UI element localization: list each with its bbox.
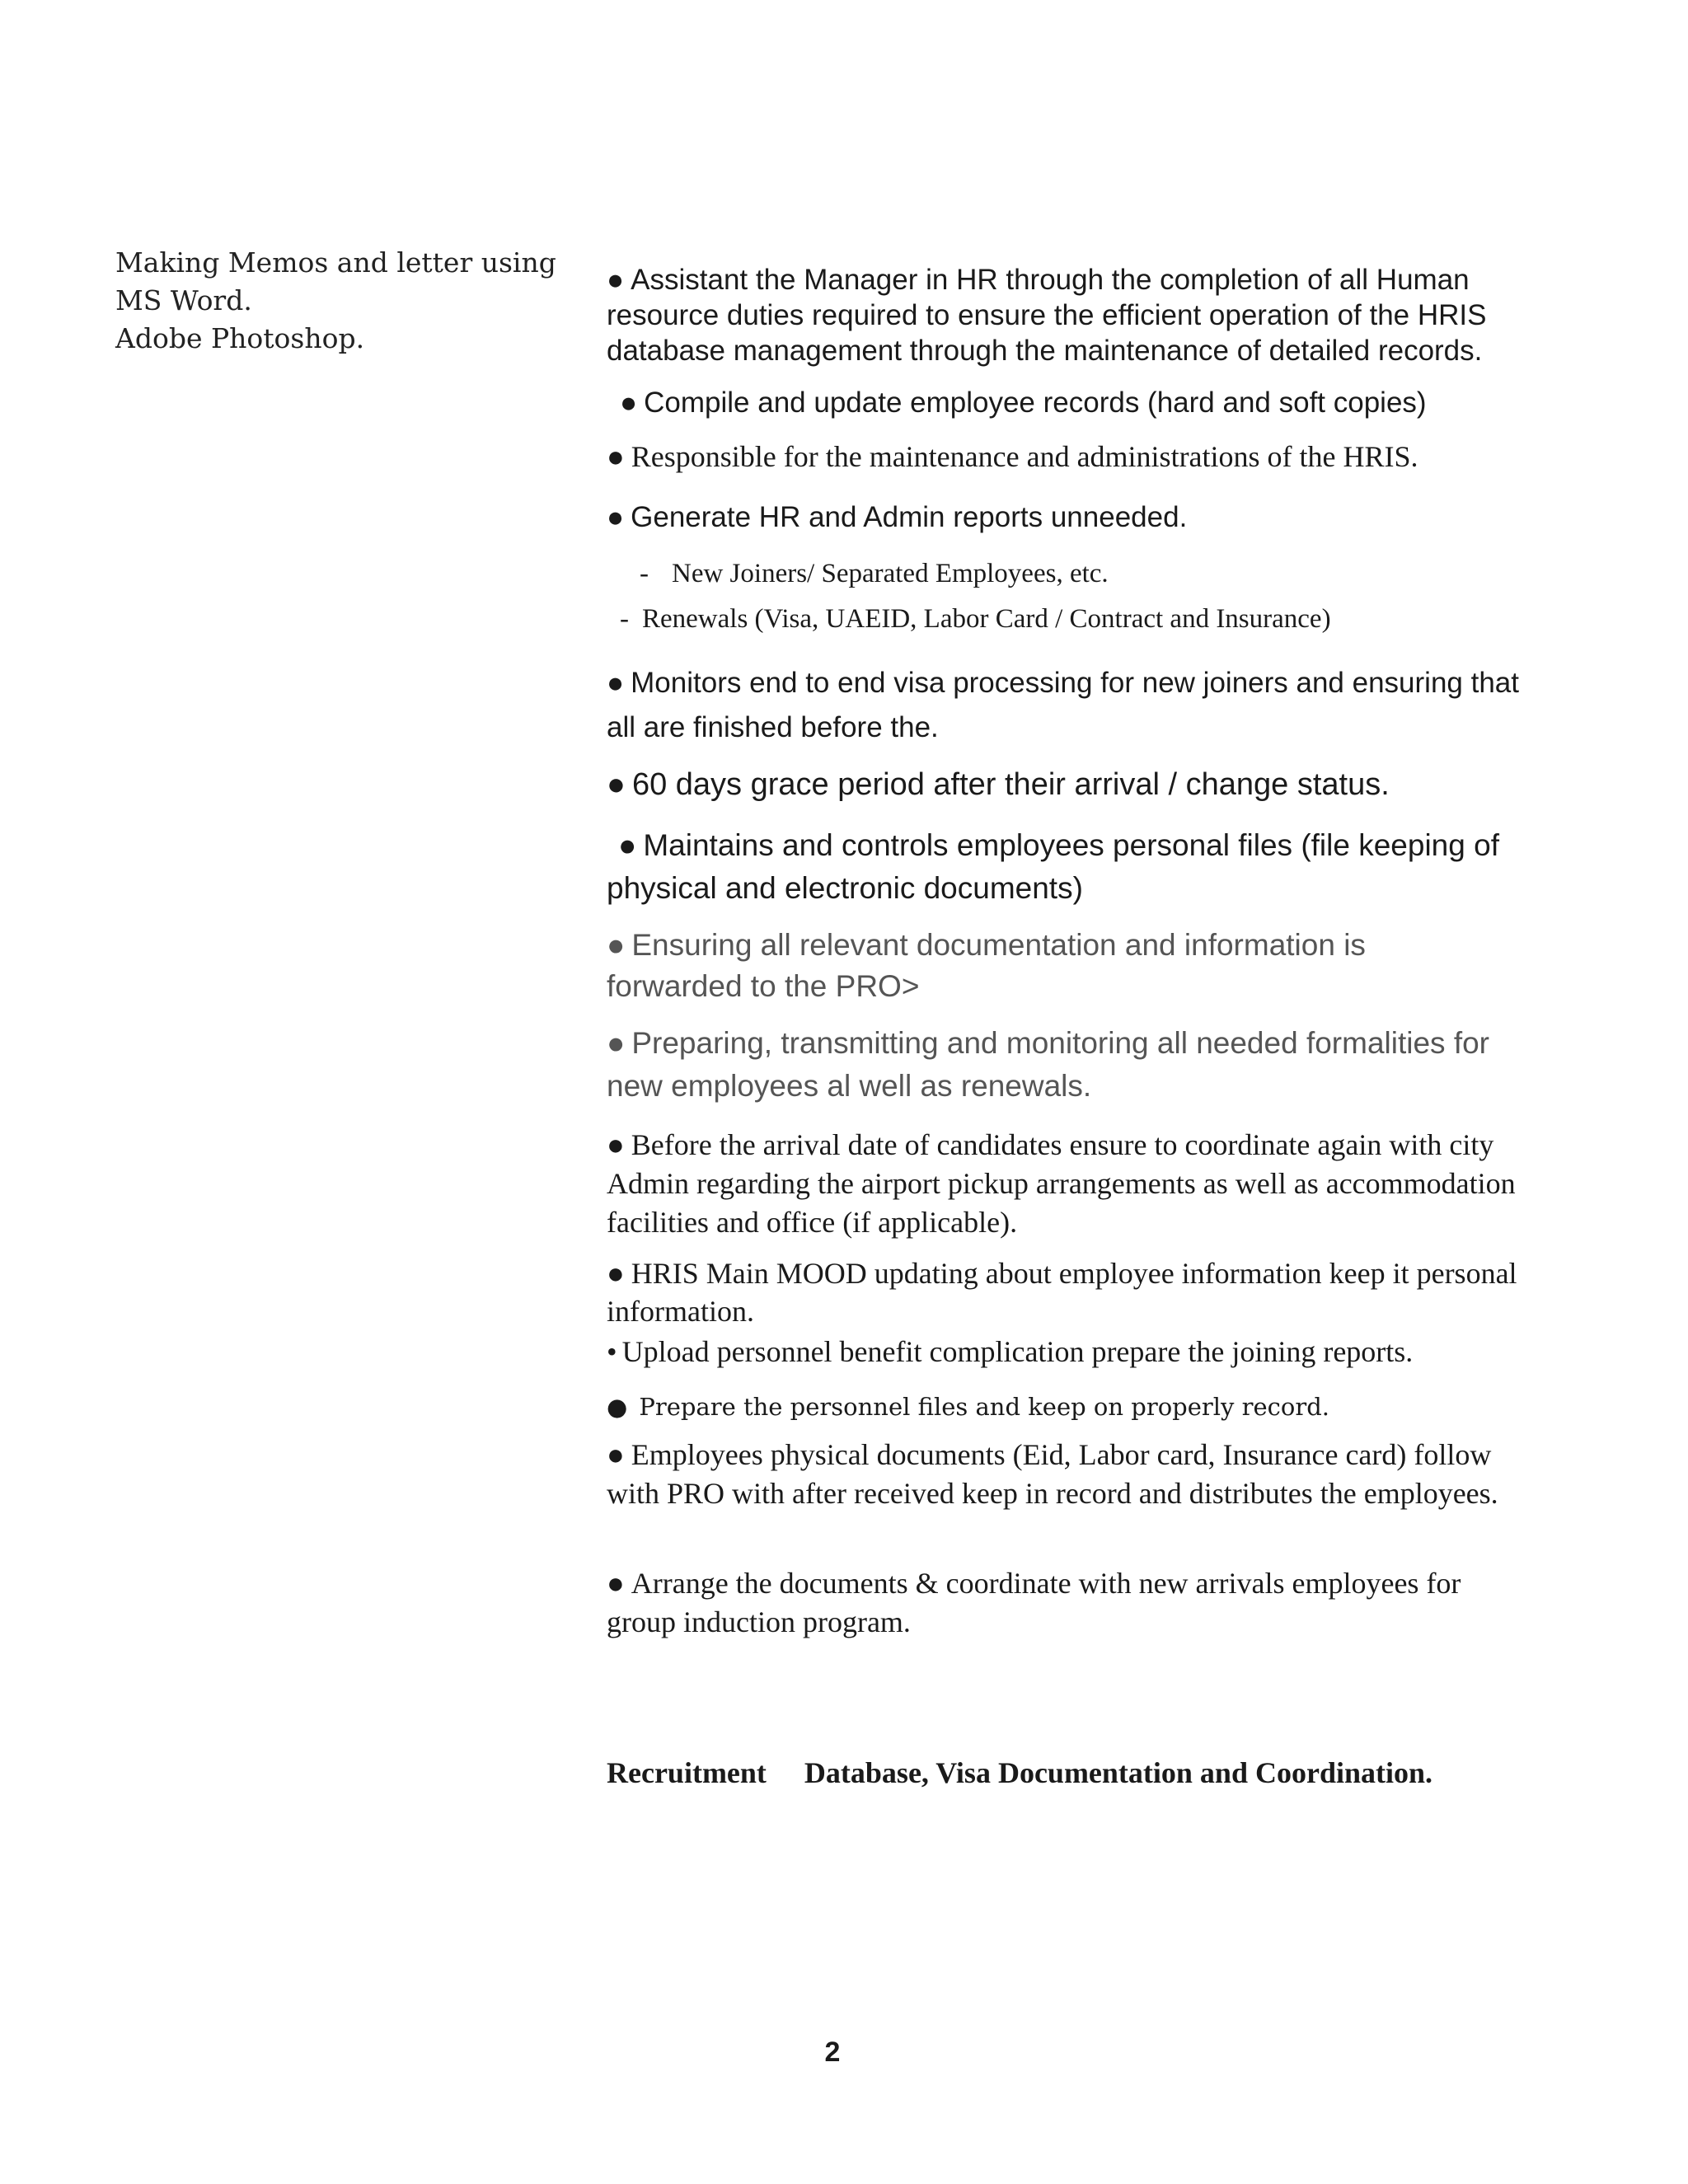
bullet-icon: ●	[607, 1257, 625, 1290]
bullet-icon: ●	[607, 667, 625, 699]
duty-text: Generate HR and Admin reports unneeded.	[631, 501, 1188, 533]
duty-item	[607, 1564, 1522, 1642]
bullet-icon: ●	[618, 828, 637, 862]
duty-text: Preparing, transmitting and monitoring all needed formalities for new employees al well as renewals.	[607, 1026, 1490, 1103]
duty-text: Prepare the personnel files and keep on properly record.	[639, 1393, 1329, 1421]
duty-item	[607, 1389, 1546, 1425]
duty-text: Ensuring all relevant documentation and information is forwarded to the PRO>	[607, 928, 1366, 1003]
skills-list	[115, 244, 556, 358]
skills-line: MS Word.	[115, 284, 252, 316]
page-number: 2	[824, 2036, 841, 2068]
duty-item	[607, 1254, 1522, 1330]
duty-item	[607, 499, 1546, 536]
bullet-icon: ●	[607, 440, 625, 473]
duty-text: Arrange the documents & coordinate with new arrivals employees for group induction program.	[607, 1567, 1461, 1638]
duty-text: Responsible for the maintenance and administrations of the HRIS.	[631, 440, 1418, 473]
bullet-icon: ●	[607, 1026, 626, 1060]
bullet-icon: ●	[607, 1128, 625, 1161]
duty-text: Before the arrival date of candidates ensure to coordinate again with city Admin regarding the airport pickup arrangements as well as accommodation facilities and office (if applicable).	[607, 1128, 1516, 1239]
bullet-icon: •	[607, 1335, 617, 1368]
duty-item	[607, 262, 1538, 368]
section-heading: Recruitment Database, Visa Documentation and Coordination.	[607, 1756, 1403, 1789]
bullet-icon: ●	[607, 928, 626, 962]
bullet-icon: ●	[607, 1393, 628, 1421]
duty-item	[607, 1126, 1538, 1242]
duty-text: Upload personnel benefit complication prepare the joining reports.	[621, 1335, 1414, 1368]
dash-icon: -	[620, 604, 629, 634]
bullet-icon: ●	[607, 501, 625, 533]
skills-line: Making Memos and letter using	[115, 246, 556, 279]
duty-text: Maintains and controls employees personal files (file keeping of physical and electronic documents)	[607, 828, 1499, 905]
duty-item	[607, 764, 1546, 805]
duty-item	[607, 1333, 1546, 1371]
dash-icon: -	[640, 559, 649, 588]
duty-item	[607, 1436, 1530, 1513]
bullet-icon: ●	[607, 767, 626, 802]
duty-item	[607, 925, 1472, 1007]
duty-text: Assistant the Manager in HR through the completion of all Human resource duties required to ensure the efficient operation of the HRIS database management through the maintenance of detailed records.	[607, 264, 1487, 367]
bullet-icon: ●	[620, 387, 638, 419]
duty-text: HRIS Main MOOD updating about employee information keep it personal information.	[607, 1257, 1517, 1328]
duty-item	[620, 385, 1559, 420]
bullet-icon: ●	[607, 1438, 625, 1471]
duty-text: Compile and update employee records (hard and soft copies)	[644, 387, 1427, 419]
duty-item	[607, 1022, 1538, 1108]
duty-text: 60 days grace period after their arrival / change status.	[631, 767, 1390, 802]
duty-item	[607, 661, 1530, 750]
duty-item	[607, 824, 1554, 910]
skills-line: Adobe Photoshop.	[115, 322, 365, 354]
duty-item	[607, 438, 1546, 476]
bullet-icon: ●	[607, 1567, 625, 1600]
bullet-icon: ●	[607, 264, 625, 296]
duty-subtext: New Joiners/ Separated Employees, etc.	[672, 559, 1109, 588]
duty-subitem	[640, 556, 1109, 591]
duty-text: Employees physical documents (Eid, Labor card, Insurance card) follow with PRO with after received keep in record and distributes the employees.	[607, 1438, 1498, 1510]
duty-subtext: Renewals (Visa, UAEID, Labor Card / Contract and Insurance)	[642, 604, 1331, 634]
duty-subitem	[620, 602, 1331, 636]
duty-text: Monitors end to end visa processing for new joiners and ensuring that all are finished before the.	[607, 667, 1519, 743]
